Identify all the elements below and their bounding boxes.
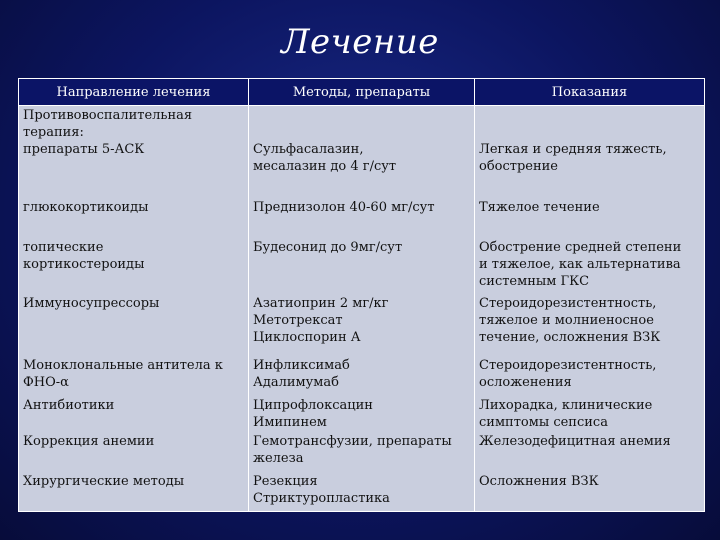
- cell-line: глюкокортикоиды: [23, 199, 149, 215]
- cell-line: железа: [253, 450, 304, 466]
- cell-indications: [475, 198, 705, 238]
- cell-direction: [19, 396, 249, 432]
- cell-line: [253, 107, 470, 124]
- cell-indications: [475, 294, 705, 356]
- cell-line: Стероидорезистентность,: [479, 357, 657, 373]
- slide-title: Лечение: [281, 22, 439, 62]
- cell-indications: [475, 106, 705, 198]
- cell-direction: [19, 294, 249, 356]
- table-row: [19, 472, 705, 512]
- table-row: [19, 356, 705, 396]
- cell-line: кортикостероиды: [23, 256, 145, 272]
- cell-line: Легкая и средняя тяжесть,: [479, 142, 667, 157]
- cell-line: терапия:: [23, 125, 84, 140]
- table-row: [19, 432, 705, 472]
- table-row: [19, 294, 705, 356]
- cell-line: [253, 124, 470, 141]
- cell-direction: [19, 106, 249, 198]
- cell-methods: [249, 238, 475, 294]
- cell-line: Моноклональные антитела к: [23, 357, 223, 373]
- cell-line: Противовоспалительная: [23, 108, 193, 123]
- cell-line: Инфликсимаб: [253, 357, 350, 373]
- cell-methods: [249, 294, 475, 356]
- table-header-row: [19, 79, 705, 106]
- cell-line: Коррекция анемии: [23, 433, 155, 449]
- cell-line: Ципрофлоксацин: [253, 397, 373, 413]
- cell-line: Железодефицитная анемия: [479, 433, 671, 449]
- cell-line: симптомы сепсиса: [479, 414, 608, 430]
- header-indications: Показания: [475, 79, 705, 106]
- cell-methods: [249, 432, 475, 472]
- cell-line: системным ГКС: [479, 273, 590, 289]
- cell-direction: [19, 198, 249, 238]
- cell-line: Иммуносупрессоры: [23, 295, 160, 311]
- cell-line: ФНО-α: [23, 374, 69, 390]
- cell-line: Сульфасалазин,: [253, 142, 364, 157]
- cell-line: Азатиоприн 2 мг/кг: [253, 295, 389, 311]
- table-row: [19, 106, 705, 198]
- table-row: [19, 238, 705, 294]
- table-row: [19, 198, 705, 238]
- cell-line: осложенения: [479, 374, 572, 390]
- cell-line: тяжелое и молниеносное: [479, 312, 654, 328]
- cell-indications: [475, 238, 705, 294]
- cell-line: Обострение средней степени: [479, 239, 682, 255]
- cell-line: Будесонид до 9мг/сут: [253, 239, 403, 255]
- cell-line: Метотрексат: [253, 312, 343, 328]
- cell-direction: [19, 472, 249, 512]
- cell-indications: [475, 356, 705, 396]
- cell-line: Имипинем: [253, 414, 327, 430]
- cell-methods: [249, 106, 475, 198]
- cell-line: Тяжелое течение: [479, 199, 600, 215]
- cell-line: Стриктуропластика: [253, 490, 390, 506]
- cell-line: [479, 107, 700, 124]
- cell-methods: [249, 472, 475, 512]
- cell-line: течение, осложнения ВЗК: [479, 329, 661, 345]
- cell-line: Лихорадка, клинические: [479, 397, 653, 413]
- cell-line: Антибиотики: [23, 397, 115, 413]
- cell-methods: [249, 198, 475, 238]
- header-direction: Направление лечения: [19, 79, 249, 106]
- cell-line: Стероидорезистентность,: [479, 295, 657, 311]
- cell-line: [479, 124, 700, 141]
- cell-line: препараты 5-АСК: [23, 142, 145, 157]
- cell-methods: [249, 396, 475, 432]
- cell-line: месалазин до 4 г/сут: [253, 159, 397, 174]
- treatment-table: [18, 78, 705, 512]
- cell-line: Адалимумаб: [253, 374, 339, 390]
- cell-indications: [475, 472, 705, 512]
- cell-line: Преднизолон 40-60 мг/сут: [253, 199, 435, 215]
- cell-line: Хирургические методы: [23, 473, 185, 489]
- cell-direction: [19, 432, 249, 472]
- cell-line: Циклоспорин А: [253, 329, 361, 345]
- cell-indications: [475, 432, 705, 472]
- cell-line: топические: [23, 239, 104, 255]
- cell-line: Гемотрансфузии, препараты: [253, 433, 452, 449]
- header-methods: Методы, препараты: [249, 79, 475, 106]
- table-row: [19, 396, 705, 432]
- cell-line: и тяжелое, как альтернатива: [479, 256, 681, 272]
- cell-methods: [249, 356, 475, 396]
- cell-line: Резекция: [253, 473, 318, 489]
- cell-indications: [475, 396, 705, 432]
- cell-line: обострение: [479, 159, 558, 174]
- cell-direction: [19, 356, 249, 396]
- cell-direction: [19, 238, 249, 294]
- cell-line: Осложнения ВЗК: [479, 473, 599, 489]
